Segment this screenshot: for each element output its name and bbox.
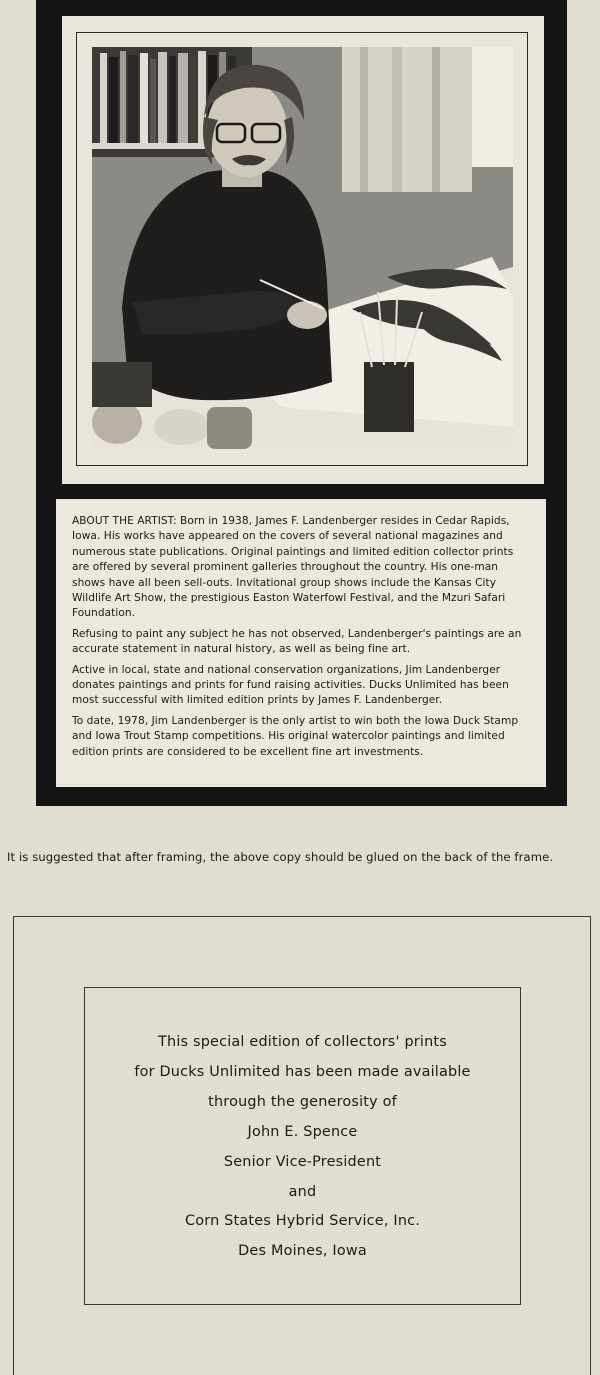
bio-paragraph-1: ABOUT THE ARTIST: Born in 1938, James F. Landenberger resides in Cedar Rapids, Iowa. His works have appeared on the covers of several national magazines and numerous state publications. Original paintings and limited edition collector prints are offered by several prominent galleries throughout the country. His one-man shows have all been sell-outs. Invitational group shows include the Kansas City Wildlife Art Show, the prestigious Easton Waterfowl Festival, and the Mzuri Safari Foundation. (72, 515, 514, 620)
sponsor-credits (84, 1028, 521, 1267)
bio-paragraph-2: Refusing to paint any subject he has not observed, Landenberger's paintings are an accurate statement in natural history, as well as being fine art. (72, 627, 522, 656)
about-the-artist-box (56, 499, 546, 787)
company-location: Des Moines, Iowa (238, 1243, 367, 1260)
sponsor-name: John E. Spence (247, 1123, 358, 1140)
framing-note: It is suggested that after framing, the above copy should be glued on the back of the frame. (7, 850, 554, 864)
credit-line: for Ducks Unlimited has been made available (134, 1063, 471, 1080)
credit-line: This special edition of collectors' prints (158, 1034, 447, 1050)
artist-photo (92, 47, 513, 449)
credit-line: through the generosity of (208, 1093, 397, 1110)
bio-paragraph-4: To date, 1978, Jim Landenberger is the only artist to win both the Iowa Duck Stamp and Iowa Trout Stamp competitions. His original watercolor paintings and limited edition prints are considered to be excellent fine art investments. (72, 714, 519, 758)
credit-line: and (288, 1183, 317, 1200)
sponsor-title: Senior Vice-President (223, 1153, 382, 1170)
bio-paragraph-3: Active in local, state and national conservation organizations, Jim Landenberger donates paintings and prints for fund raising activities. Ducks Unlimited has been most successful with limited edition prints by James F. Landenberger. (72, 663, 509, 707)
company-name: Corn States Hybrid Service, Inc. (184, 1213, 421, 1230)
